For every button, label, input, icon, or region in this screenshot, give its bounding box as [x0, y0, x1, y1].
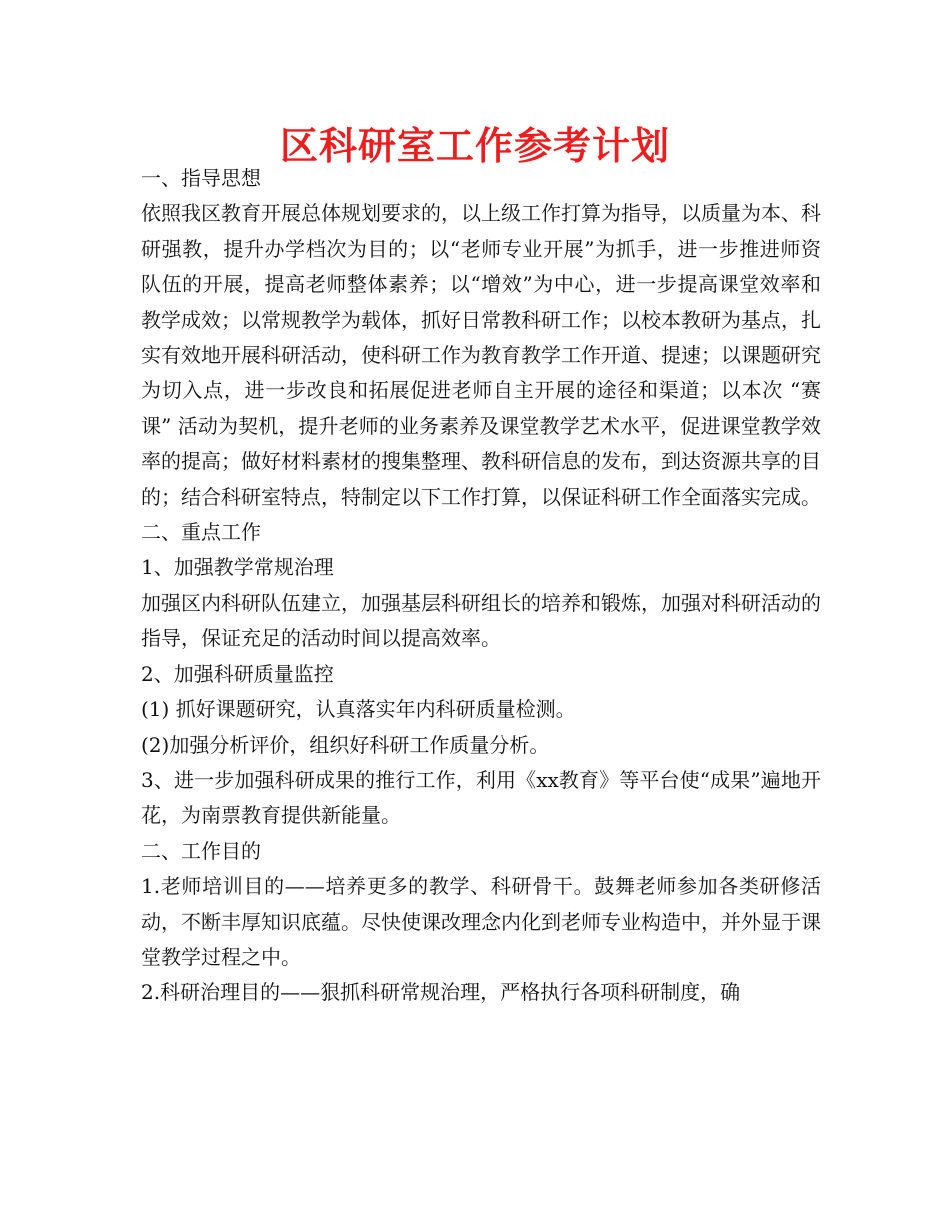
section-heading-work-goals: 二、工作目的: [141, 838, 261, 863]
paragraph-teacher-training-goal: 1.老师培训目的——培养更多的教学、科研骨干。鼓舞老师参加各类研修活动，不断丰厚知识底蕴。尽快使课改理念内化到老师专业构造中，并外显于课堂教学过程之中。: [141, 874, 821, 969]
paragraph-guiding-ideology: 依照我区教育开展总体规划要求的，以上级工作打算为指导，以质量为本、科研强教，提升办学档次为目的；以“老师专业开展”为抓手，进一步推进师资队伍的开展，提高老师整体素养；以“增效”为中心，进一步提高课堂效率和教学成效；以常规教学为载体，抓好日常教科研工作；以校本教研为基点，扎实有效地开展科研活动，使科研工作为教育教学工作开道、提速；以课题研究为切入点，进一步改良和拓展促进老师自主开展的途径和渠道；以本次 “赛课” 活动为契机，提升老师的业务素养及课堂教学艺术水平，促进课堂教学效率的提高；做好材料素材的搜集整理、教科研信息的发布，到达资源共享的目的；结合科研室特点，特制定以下工作打算，以保证科研工作全面落实完成。: [141, 201, 821, 509]
list-item-quality-2: (2)加强分析评价，组织好科研工作质量分析。: [141, 732, 550, 757]
list-item-quality-1: (1) 抓好课题研究，认真落实年内科研质量检测。: [141, 697, 576, 722]
section-heading-guiding-ideology: 一、指导思想: [141, 166, 261, 190]
paragraph-research-management-goal: 2.科研治理目的——狠抓科研常规治理，严格执行各项科研制度，确: [141, 980, 741, 1005]
paragraph-research-promotion: 3、进一步加强科研成果的推行工作，利用《xx教育》等平台使“成果”遍地开花，为南票教育提供新能量。: [141, 767, 821, 828]
subheading-quality-monitoring: 2、加强科研质量监控: [141, 661, 334, 686]
document-body: [141, 161, 821, 1011]
paragraph-teaching-management: 加强区内科研队伍建立，加强基层科研组长的培养和锻炼，加强对科研活动的指导，保证充足的活动时间以提高效率。: [141, 590, 821, 651]
subheading-teaching-management: 1、加强教学常规治理: [141, 555, 334, 580]
document-title: 区科研室工作参考计划: [279, 124, 670, 168]
section-heading-key-work: 二、重点工作: [141, 520, 261, 545]
